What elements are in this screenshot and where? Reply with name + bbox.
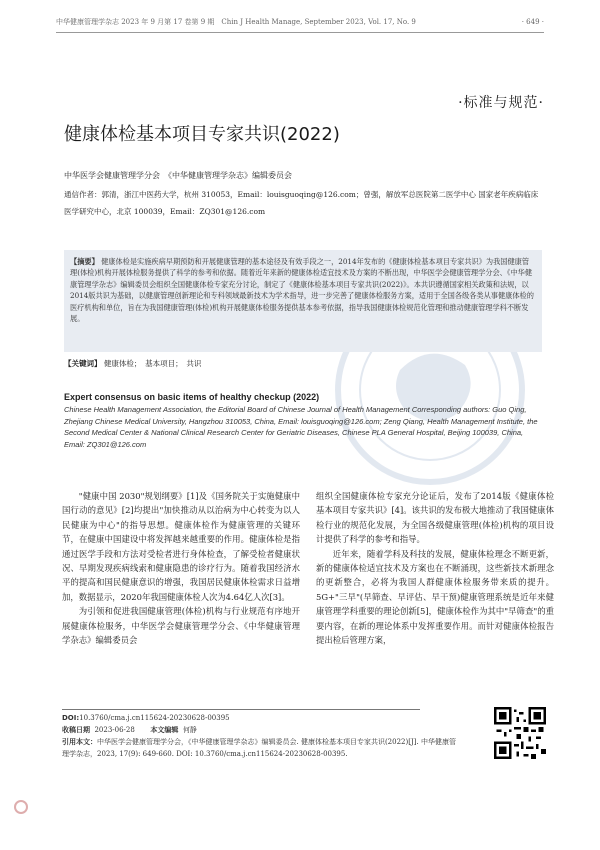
abstract-box bbox=[64, 250, 542, 352]
article-title: 健康体检基本项目专家共识(2022) bbox=[64, 124, 340, 145]
page-number: · 649 · bbox=[521, 18, 544, 26]
body-paragraph: 近年来，随着学科及科技的发展，健康体检理念不断更新，新的健康体检适宜技术及方案也在不断涌现，这些新技术新理念的更新整合，必将为我国人群健康体检服务带来质的提升。5G+"三早"(早筛查、早评估、早干预)健康管理系统是近年来健康管理学科重要的理论创新[5]，健康体检作为其中"早筛查"的重要内容，在新的理论体系中发挥重要作用。而针对健康体检报告提出检后管理方案， bbox=[316, 548, 554, 646]
abstract-text: 健康体检是实施疾病早期预防和开展健康管理的基本途径及有效手段之一，2014年发布的《健康体检基本项目专家共识》为我国健康管理(体检)机构开展体检服务提供了科学的参考和依据。随着近年来新的健康体检适宜技术及方案的不断出现，中华医学会健康管理学分会、《中华健康管理学杂志》编辑委员会组织全国健康体检专家充分讨论，制定了《健康体检基本项目专家共识(2022)》。本共识遵循国家相关政策和法规，以2014版共识为基础，以健康管理创新理论和专科领域最新技术为学术指导，进一步完善了健康体检服务方案，适用于全国各级各类从事健康体检的医疗机构和单位，旨在为我国健康管理(体检)机构开展健康体检服务提供基本参考依据，指导我国健康体检规范化管理和推动健康管理学科不断发展。 bbox=[70, 257, 534, 324]
header-rule bbox=[56, 32, 544, 33]
received-label: 收稿日期 bbox=[62, 726, 90, 734]
cite-text: 中华医学会健康管理学分会，《中华健康管理学杂志》编辑委员会. 健康体检基本项目专家共识(2022)[J]. 中华健康管理学杂志，2023, 17(9): 649-660. DOI: 10.3760/cma.j.cn115624-20230628-00395. bbox=[62, 738, 456, 758]
running-header bbox=[56, 14, 544, 30]
body-column-right bbox=[316, 489, 554, 647]
citation bbox=[62, 736, 462, 760]
running-header-journal: 中华健康管理学杂志 2023 年 9 月第 17 卷第 9 期 Chin J Health Manage, September 2023, Vol. 17, No. 9 bbox=[56, 18, 416, 26]
received-line bbox=[62, 724, 462, 736]
footer-rule bbox=[62, 709, 420, 710]
publisher-logo bbox=[14, 800, 28, 814]
abstract-label: 【摘要】 bbox=[70, 257, 99, 266]
english-affiliations: Chinese Health Management Association, the Editorial Board of Chinese Journal of Health Management Corresponding authors: Guo Qing, Zhejiang Chinese Medical University, Hangzhou 310053, China, Email: louisguoqing@126.com; Zeng Qiang, Health Management Institute, the Second Medical Center & National Clinical Research Center for Geriatric Diseases, Chinese PLA General Hospital, Beijing 100039, China, Email: ZQ301@126.com bbox=[64, 405, 538, 449]
doi-value[interactable]: 10.3760/cma.j.cn115624-20230628-00395 bbox=[79, 714, 230, 722]
received-date: 2023-06-28 bbox=[94, 726, 135, 734]
body-paragraph: "健康中国 2030"规划纲要》[1]及《国务院关于实施健康中国行动的意见》[2]均提出"加快推动从以治病为中心转变为以人民健康为中心"的指导思想。健康体检作为健康管理的关键环节，在健康中国建设中将发挥越来越重要的作用。健康体检是指通过医学手段和方法对受检者进行身体检查，了解受检者健康状况、早期发现疾病线索和健康隐患的诊疗行为。随着我国经济水平的提高和国民健康意识的增强，我国居民健康体检需求日益增加，数据显示，2020年我国健康体检人次为4.64亿人次[3]。 bbox=[62, 491, 300, 602]
keywords-label: 【关键词】 bbox=[64, 359, 102, 368]
qr-code-icon[interactable] bbox=[494, 707, 546, 759]
body-column-left bbox=[62, 489, 300, 647]
doi-label: DOI: bbox=[62, 714, 80, 722]
cite-label: 引用本文： bbox=[62, 738, 97, 746]
publisher-logo-icon bbox=[14, 800, 28, 814]
editor-name: 何静 bbox=[182, 726, 197, 734]
editor-label: 本文编辑 bbox=[150, 726, 179, 734]
body-paragraph: 为引领和促进我国健康管理(体检)机构与行业规范有序地开展健康体检服务，中华医学会健康管理学分会、《中华健康管理学杂志》编辑委员会 bbox=[62, 606, 300, 646]
body-paragraph: 组织全国健康体检专家充分论证后，发布了2014版《健康体检基本项目专家共识》[4]。该共识的发布极大地推动了我国健康体检行业的规范化发展，为全国各级健康管理(体检)机构的项目设计提供了科学的参考和指导。 bbox=[316, 491, 554, 545]
keywords-text: 健康体检； 基本项目； 共识 bbox=[103, 359, 202, 368]
english-title: Expert consensus on basic items of healthy checkup (2022) bbox=[64, 392, 320, 402]
doi-line bbox=[62, 712, 462, 724]
article-footer bbox=[62, 712, 462, 760]
correspondence: 通信作者：郭清，浙江中医药大学，杭州 310053，Email：louisguoqing@126.com；曾强，解放军总医院第二医学中心 国家老年疾病临床医学研究中心，北京 100039，Email：ZQ301@126.com bbox=[64, 190, 539, 216]
authors: 中华医学会健康管理学分会 《中华健康管理学杂志》编辑委员会 bbox=[64, 171, 292, 180]
section-tag: ·标准与规范· bbox=[458, 95, 544, 111]
keywords bbox=[64, 358, 201, 369]
